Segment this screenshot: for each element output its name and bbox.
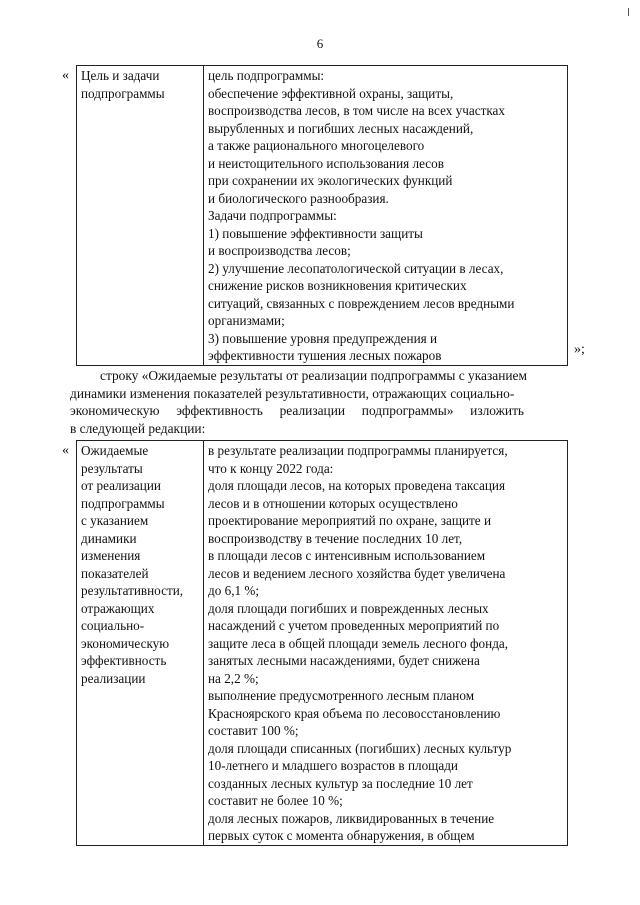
results-line: доля площади лесов, на которых проведена таксация — [208, 478, 506, 493]
results-line: составит не более 10 %; — [208, 793, 343, 808]
goals-line: а также рационального многоцелевого — [208, 138, 425, 153]
results-label-line: подпрограммы — [81, 495, 165, 511]
results-line: доля лесных пожаров, ликвидированных в течение — [208, 810, 495, 826]
goals-content-cell — [204, 66, 568, 366]
goals-line: вырубленных и погибших лесных насаждений, — [208, 120, 474, 136]
paragraph-line: в следующей редакции: — [70, 420, 206, 436]
results-label-line: социально- — [81, 618, 145, 633]
scan-corner-mark — [628, 8, 629, 16]
results-label-line: отражающих — [81, 600, 155, 616]
goals-line: ситуаций, связанных с повреждением лесов вредными — [208, 295, 515, 311]
results-line: до 6,1 %; — [208, 583, 260, 598]
results-label-line: от реализации — [81, 478, 161, 493]
results-label-line: динамики — [81, 530, 137, 546]
results-label-line: результативности, — [81, 583, 184, 598]
results-label-line: эффективность — [81, 653, 167, 668]
results-line: насаждений с учетом проведенных мероприятий по — [208, 618, 500, 633]
results-line: проектирование мероприятий по охране, защите и — [208, 513, 492, 528]
results-line: воспроизводству в течение последних 10 лет, — [208, 530, 463, 546]
results-line: 10-летнего и младшего возрастов в площади — [208, 758, 458, 773]
results-label-line: результаты — [81, 460, 143, 476]
results-label-line: с указанием — [81, 513, 149, 528]
results-line: в площади лесов с интенсивным использованием — [208, 548, 486, 563]
goals-line: 1) повышение эффективности защиты — [208, 225, 423, 241]
results-line: Красноярского края объема по лесовосстановлению — [208, 705, 501, 721]
results-line: в результате реализации подпрограммы планируется, — [208, 443, 508, 458]
paragraph-line: строку «Ожидаемые результаты от реализации подпрограммы с указанием — [100, 368, 527, 383]
results-label-line: реализации — [81, 670, 146, 686]
results-line: на 2,2 %; — [208, 670, 259, 686]
results-line: созданных лесных культур за последние 10 лет — [208, 775, 473, 791]
goals-line: при сохранении их экологических функций — [208, 173, 453, 188]
goals-line: и неистощительного использования лесов — [208, 155, 444, 171]
results-line: что к концу 2022 года: — [208, 460, 334, 476]
results-line: выполнение предусмотренного лесным планом — [208, 688, 475, 703]
amendment-paragraph — [70, 367, 582, 437]
goals-line: обеспечение эффективной охраны, защиты, — [208, 85, 454, 101]
goals-line: эффективности тушения лесных пожаров — [208, 348, 442, 363]
results-label-line: показателей — [81, 565, 149, 581]
results-table — [76, 440, 568, 846]
goals-line: снижение рисков возникновения критических — [208, 278, 467, 293]
goals-label-line: Цель и задачи — [81, 68, 160, 83]
goals-line: организмами; — [208, 313, 285, 328]
goals-line: цель подпрограммы: — [208, 68, 325, 83]
paragraph-line: экономическую эффективность реализации подпрограммы» изложить — [70, 403, 525, 419]
results-line: лесов и ведением лесного хозяйства будет увеличена — [208, 565, 506, 581]
goals-table — [76, 65, 568, 366]
goals-label-line: подпрограммы — [81, 85, 165, 101]
goals-label-cell — [77, 66, 204, 366]
results-line: лесов и в отношении которых осуществлено — [208, 495, 458, 511]
open-quote-1: « — [62, 68, 69, 83]
results-label-cell — [77, 441, 204, 846]
close-quote-1: »; — [574, 342, 585, 357]
open-quote-2: « — [62, 443, 69, 458]
goals-line: Задачи подпрограммы: — [208, 208, 337, 223]
goals-line: 3) повышение уровня предупреждения и — [208, 330, 438, 346]
results-label-line: экономическую — [81, 635, 170, 651]
goals-line: и биологического разнообразия. — [208, 190, 389, 206]
page-number: 6 — [316, 36, 324, 51]
results-line: доля площади погибших и поврежденных лесных — [208, 600, 489, 616]
results-line: занятых лесными насаждениями, будет снижена — [208, 653, 480, 668]
results-content-cell — [204, 441, 568, 846]
goals-line: 2) улучшение лесопатологической ситуации в лесах, — [208, 260, 504, 276]
results-line: доля площади списанных (погибших) лесных культур — [208, 740, 512, 756]
goals-line: воспроизводства лесов, в том числе на всех участках — [208, 103, 505, 118]
results-line: составит 100 %; — [208, 723, 299, 738]
results-line: защите леса в общей площади земель лесного фонда, — [208, 635, 509, 651]
paragraph-line: динамики изменения показателей результативности, отражающих социально- — [70, 385, 515, 401]
results-label-line: Ожидаемые — [81, 443, 149, 458]
results-label-line: изменения — [81, 548, 141, 563]
results-line: первых суток с момента обнаружения, в общем — [208, 828, 475, 843]
goals-line: и воспроизводства лесов; — [208, 243, 351, 258]
